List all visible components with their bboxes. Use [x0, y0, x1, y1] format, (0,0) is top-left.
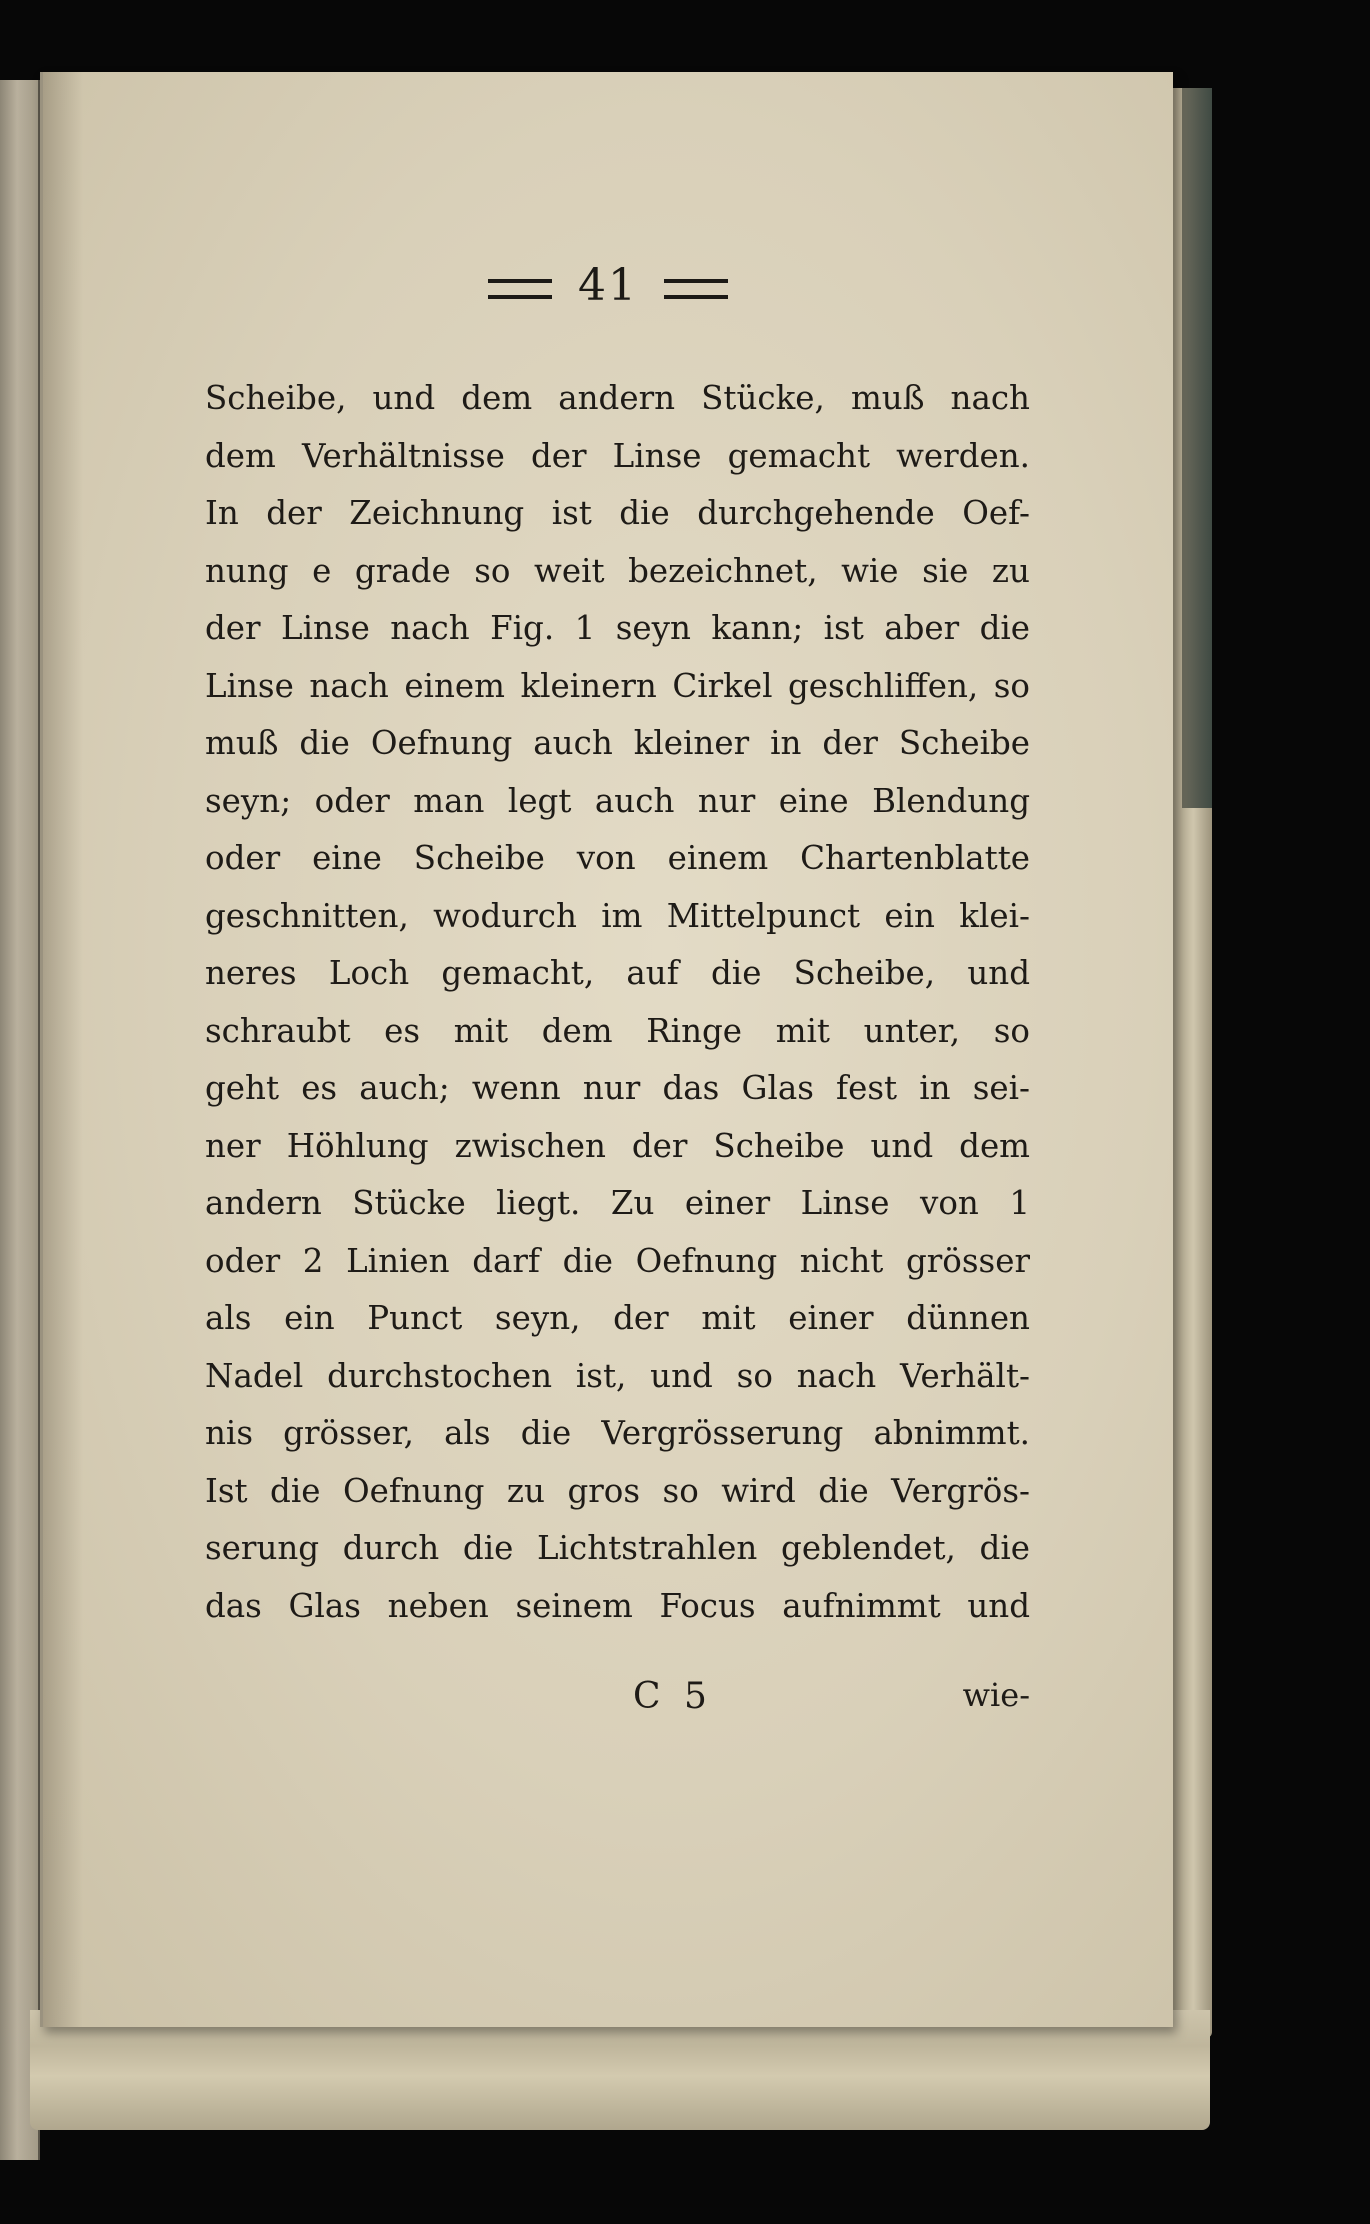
text-line: der Linse nach Fig. 1 seyn kann; ist aber die: [205, 609, 1030, 647]
page-stack-bottom-edge: [30, 2010, 1210, 2130]
header-rule-right: [664, 279, 728, 299]
page-header: [43, 260, 1173, 311]
body-text: [205, 370, 1030, 1635]
text-line: geht es auch; wenn nur das Glas fest in sei-: [205, 1069, 1030, 1107]
text-line: schraubt es mit dem Ringe mit unter, so: [205, 1011, 1030, 1050]
text-line: geschnitten, wodurch im Mittelpunct ein klei-: [205, 896, 1030, 935]
text-line: oder eine Scheibe von einem Chartenblatte: [205, 839, 1030, 877]
text-line: seyn; oder man legt auch nur eine Blendung: [205, 781, 1030, 820]
text-line: dem Verhältnisse der Linse gemacht werden.: [205, 436, 1030, 475]
text-line: muß die Oefnung auch kleiner in der Scheibe: [205, 724, 1030, 762]
text-line: nung e grade so weit bezeichnet, wie sie zu: [205, 551, 1030, 590]
text-line: nis grösser, als die Vergrösserung abnimmt.: [205, 1414, 1030, 1452]
gutter-shadow: [43, 72, 83, 2027]
text-line: als ein Punct seyn, der mit einer dünnen: [205, 1299, 1030, 1337]
page-footer: [205, 1676, 1030, 1736]
signature-mark: C 5: [633, 1676, 713, 1717]
dark-page-edge: [1182, 88, 1212, 808]
facing-page-edge: [0, 80, 40, 2160]
text-line: Ist die Oefnung zu gros so wird die Vergrös-: [205, 1471, 1030, 1510]
book-page: [40, 72, 1173, 2027]
text-line: das Glas neben seinem Focus aufnimmt und: [205, 1586, 1030, 1625]
text-line: oder 2 Linien darf die Oefnung nicht grösser: [205, 1241, 1030, 1280]
text-line: serung durch die Lichtstrahlen geblendet, die: [205, 1529, 1030, 1567]
text-line: In der Zeichnung ist die durchgehende Oef-: [205, 494, 1030, 532]
text-line: andern Stücke liegt. Zu einer Linse von 1: [205, 1184, 1030, 1222]
text-line: Scheibe, und dem andern Stücke, muß nach: [205, 379, 1030, 417]
text-line: Nadel durchstochen ist, und so nach Verhält-: [205, 1356, 1030, 1395]
catchword: wie-: [962, 1676, 1030, 1714]
text-line: neres Loch gemacht, auf die Scheibe, und: [205, 954, 1030, 992]
page-number: 41: [578, 260, 638, 311]
header-rule-left: [488, 279, 552, 299]
text-line: ner Höhlung zwischen der Scheibe und dem: [205, 1126, 1030, 1165]
text-line: Linse nach einem kleinern Cirkel geschliffen, so: [205, 666, 1030, 705]
